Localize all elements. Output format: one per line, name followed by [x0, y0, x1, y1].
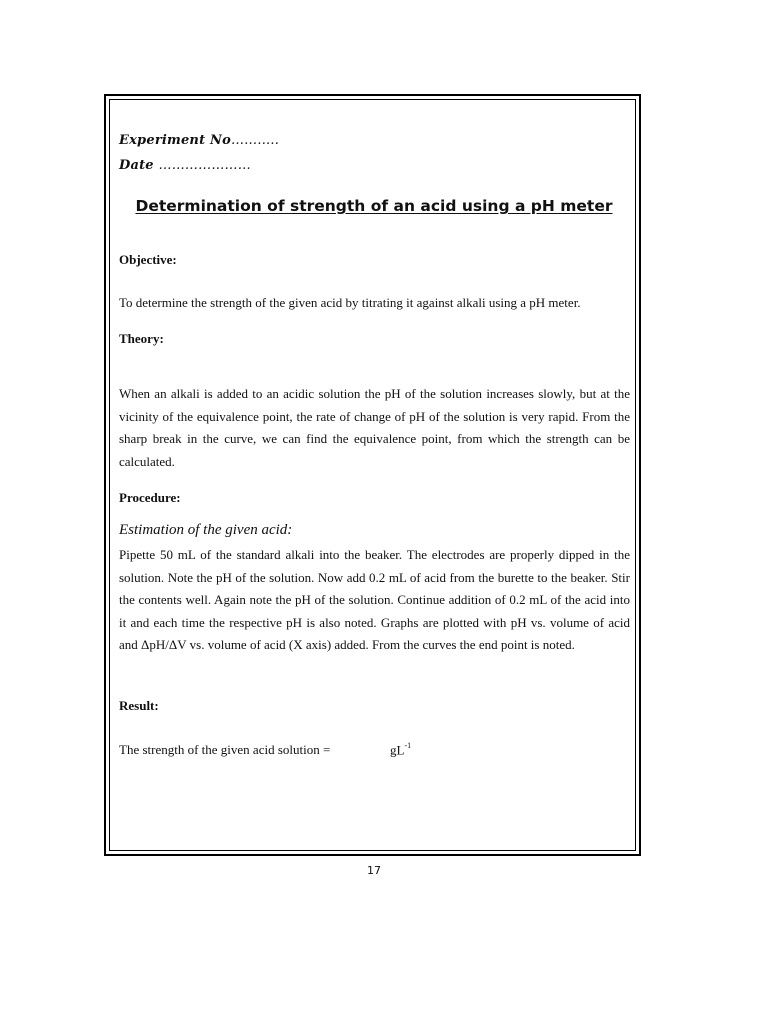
experiment-number-line [119, 133, 279, 148]
page-title: Determination of strength of an acid using a pH meter [135, 197, 613, 215]
result-unit [390, 742, 411, 758]
objective-heading: Objective: [119, 252, 177, 267]
page-number: 17 [367, 864, 381, 877]
date-line [119, 158, 251, 173]
procedure-heading: Procedure: [119, 490, 181, 505]
date-dots: ………………… [158, 158, 251, 173]
theory-heading: Theory: [119, 331, 164, 346]
procedure-subheading: Estimation of the given acid: [119, 522, 293, 538]
experiment-label: Experiment No [119, 133, 231, 148]
theory-text: When an alkali is added to an acidic solution the pH of the solution increases slowly, but at the vicinity of the equivalence point, the rate of change of pH of the solution is very rapid. From the sharp break in the curve, we can find the equivalence point, from which the strength can be calculated. [119, 386, 630, 469]
procedure-text: Pipette 50 mL of the standard alkali into the beaker. The electrodes are properly dipped in the solution. Note the pH of the solution. Now add 0.2 mL of acid from the burette to the beaker. Stir the contents well. Again note the pH of the solution. Continue addition of 0.2 mL of the acid into it and each time the respective pH is also noted. Graphs are plotted with pH vs. volume of acid and ΔpH/ΔV vs. volume of acid (X axis) added. From the curves the end point is noted. [119, 547, 630, 652]
objective-text: To determine the strength of the given acid by titrating it against alkali using a pH meter. [119, 295, 581, 310]
result-heading: Result: [119, 698, 159, 713]
result-unit-base: gL [390, 742, 405, 758]
date-label: Date [119, 158, 154, 173]
result-text: The strength of the given acid solution = [119, 742, 331, 757]
experiment-dots: ……..... [230, 133, 280, 148]
result-unit-exponent: -1 [404, 741, 412, 750]
